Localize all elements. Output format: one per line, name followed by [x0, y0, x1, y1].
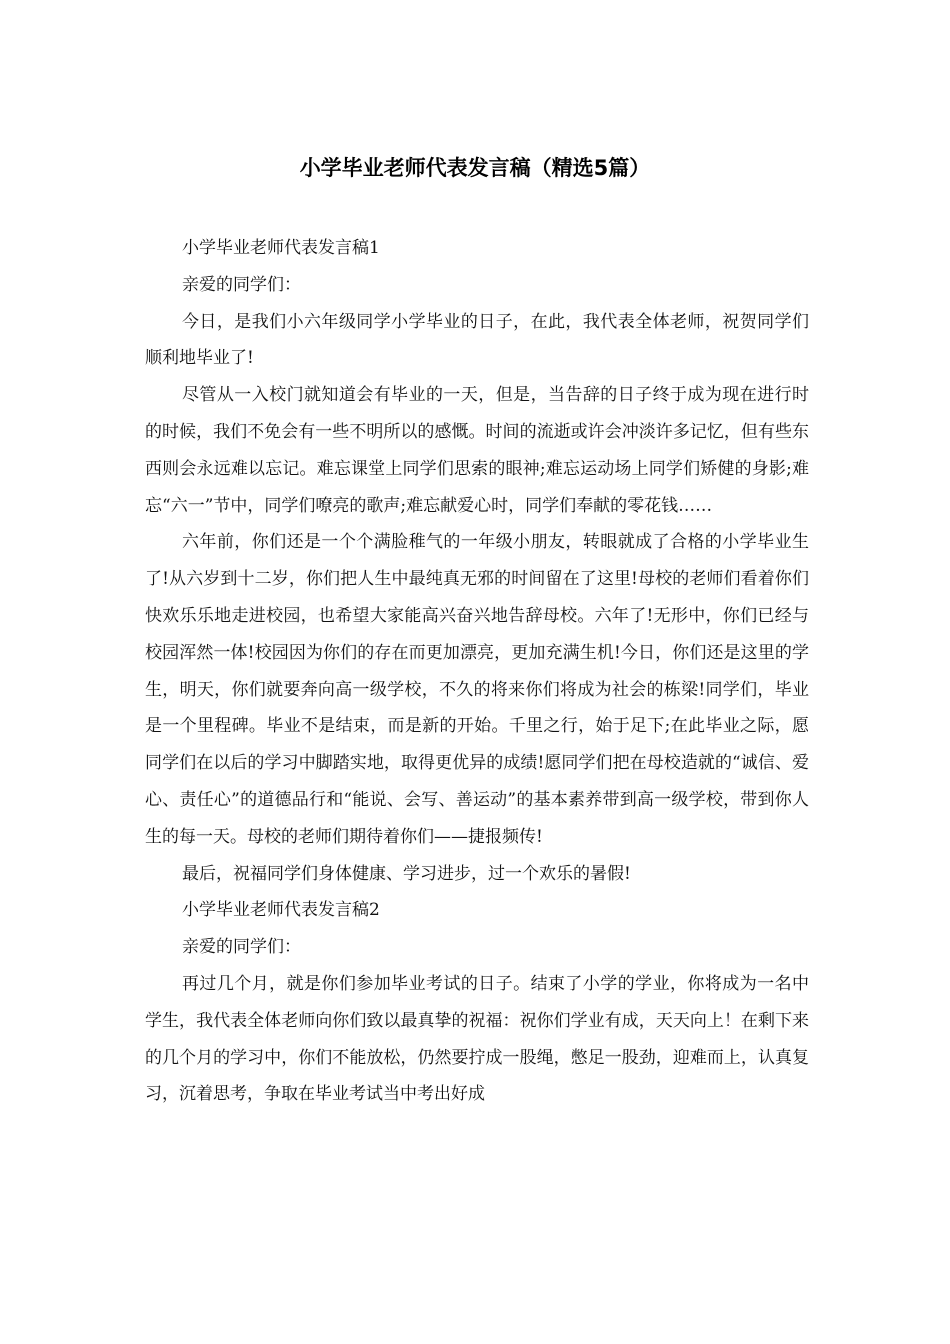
body-paragraph: 最后，祝福同学们身体健康、学习进步，过一个欢乐的暑假!	[182, 863, 631, 884]
salutation-paragraph: 亲爱的同学们：	[182, 937, 301, 958]
document-body	[145, 230, 809, 1113]
body-paragraph: 再过几个月，就是你们参加毕业考试的日子。结束了小学的学业，你将成为一名中学生，我代表全体老师向你们致以最真挚的祝福：祝你们学业有成，天天向上！在剩下来的几个月的学习中，你们不能放松，仍然要拧成一股绳，憋足一股劲，迎难而上，认真复习，沉着思考，争取在毕业考试当中考出好成	[145, 973, 809, 1105]
salutation-paragraph: 亲爱的同学们：	[182, 274, 301, 295]
body-paragraph: 尽管从一入校门就知道会有毕业的一天，但是，当告辞的日子终于成为现在进行时的时候，我们不免会有一些不明所以的感慨。时间的流逝或许会冲淡许多记忆，但有些东西则会永远难以忘记。难忘课堂上同学们思索的眼神;难忘运动场上同学们矫健的身影;难忘“六一”节中，同学们嘹亮的歌声;难忘献爱心时，同学们奉献的零花钱……	[145, 385, 809, 516]
section-heading-1: 小学毕业老师代表发言稿1	[182, 238, 380, 258]
body-paragraph: 六年前，你们还是一个个满脸稚气的一年级小朋友，转眼就成了合格的小学毕业生了!从六岁到十二岁，你们把人生中最纯真无邪的时间留在了这里!母校的老师们看着你们快欢乐乐地走进校园，也希望大家能高兴奋兴地告辞母校。六年了!无形中，你们已经与校园浑然一体!校园因为你们的存在而更加漂亮，更加充满生机!今日，你们还是这里的学生，明天，你们就要奔向高一级学校，不久的将来你们将成为社会的栋梁!同学们，毕业是一个里程碑。毕业不是结束，而是新的开始。千里之行，始于足下;在此毕业之际，愿同学们在以后的学习中脚踏实地，取得更优异的成绩!愿同学们把在母校造就的“诚信、爱心、责任心”的道德品行和“能说、会写、善运动”的基本素养带到高一级学校，带到你人生的每一天。母校的老师们期待着你们——捷报频传!	[145, 532, 809, 847]
document-title: 小学毕业老师代表发言稿（精选5篇）	[299, 156, 651, 180]
section-heading-2: 小学毕业老师代表发言稿2	[182, 900, 380, 921]
body-paragraph: 今日，是我们小六年级同学小学毕业的日子，在此，我代表全体老师，祝贺同学们顺利地毕业了!	[145, 311, 809, 369]
